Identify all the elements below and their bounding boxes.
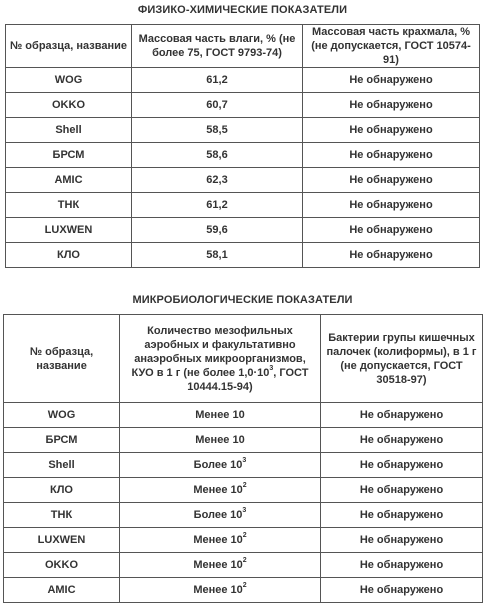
sample-name-cell: БРСМ xyxy=(4,428,120,453)
moisture-cell: 58,5 xyxy=(132,118,303,143)
starch-cell: Не обнаружено xyxy=(303,193,480,218)
coliform-cell: Не обнаружено xyxy=(321,578,483,603)
table-row xyxy=(6,68,480,93)
microbe-count-exponent: 2 xyxy=(242,557,247,565)
header-kmafanm xyxy=(120,315,321,403)
starch-cell: Не обнаружено xyxy=(303,93,480,118)
header-moisture: Массовая часть влаги, % (не более 75, ГОСТ 9793-74) xyxy=(132,25,303,68)
starch-cell: Не обнаружено xyxy=(303,168,480,193)
microbe-count-cell xyxy=(120,503,321,528)
microbe-count-exponent: 3 xyxy=(242,507,247,515)
sample-name-cell: БРСМ xyxy=(6,143,132,168)
sample-name-cell: ТНК xyxy=(6,193,132,218)
moisture-cell: 58,1 xyxy=(132,243,303,268)
starch-cell: Не обнаружено xyxy=(303,243,480,268)
header-coliform: Бактерии групы кишечных палочек (колиформы), в 1 г (не допускается, ГОСТ 30518-97) xyxy=(321,315,483,403)
micro-table xyxy=(3,314,483,603)
sample-name-cell: КЛО xyxy=(6,243,132,268)
microbe-count-exponent: 3 xyxy=(242,457,247,465)
microbe-count-cell xyxy=(120,478,321,503)
microbe-count-cell xyxy=(120,553,321,578)
moisture-cell: 58,6 xyxy=(132,143,303,168)
coliform-cell: Не обнаружено xyxy=(321,503,483,528)
starch-cell: Не обнаружено xyxy=(303,68,480,93)
sample-name-cell: OKKO xyxy=(6,93,132,118)
microbe-count-exponent: 2 xyxy=(242,582,247,590)
sample-name-cell: WOG xyxy=(6,68,132,93)
microbe-count-text: Менее 10 xyxy=(193,484,243,496)
moisture-cell: 59,6 xyxy=(132,218,303,243)
coliform-cell: Не обнаружено xyxy=(321,528,483,553)
table-row xyxy=(4,453,483,478)
microbe-count-cell xyxy=(120,428,321,453)
table-row xyxy=(6,93,480,118)
microbe-count-text: Менее 10 xyxy=(193,584,243,596)
table-row xyxy=(6,243,480,268)
table-row xyxy=(6,118,480,143)
sample-name-cell: OKKO xyxy=(4,553,120,578)
table-row xyxy=(4,428,483,453)
micro-header-row xyxy=(4,315,483,403)
table-row xyxy=(4,528,483,553)
header-sample: № образца, название xyxy=(6,25,132,68)
sample-name-cell: Shell xyxy=(4,453,120,478)
microbe-count-cell xyxy=(120,453,321,478)
table-row xyxy=(4,403,483,428)
starch-cell: Не обнаружено xyxy=(303,118,480,143)
header-kmafanm-pre: Количество мезофильных аэробных и факультативно анаэробных микроорганизмов, КУО в 1 г (не более 1,0·10 xyxy=(131,324,306,379)
header-kmafanm-exp: 3 xyxy=(269,364,274,372)
physchem-header-row xyxy=(6,25,480,68)
sample-name-cell: WOG xyxy=(4,403,120,428)
microbe-count-exponent: 2 xyxy=(242,532,247,540)
coliform-cell: Не обнаружено xyxy=(321,553,483,578)
table-row xyxy=(4,478,483,503)
coliform-cell: Не обнаружено xyxy=(321,428,483,453)
table-row xyxy=(6,193,480,218)
micro-title: МИКРОБИОЛОГИЧЕСКИЕ ПОКАЗАТЕЛИ xyxy=(132,294,353,306)
table-row xyxy=(6,168,480,193)
physchem-title: ФИЗИКО-ХИМИЧЕСКИЕ ПОКАЗАТЕЛИ xyxy=(137,4,348,16)
microbe-count-cell xyxy=(120,528,321,553)
table-row xyxy=(6,143,480,168)
microbe-count-text: Менее 10 xyxy=(193,559,243,571)
microbe-count-text: Более 10 xyxy=(193,459,243,471)
microbe-count-cell xyxy=(120,403,321,428)
microbe-count-text: Менее 10 xyxy=(193,534,243,546)
starch-cell: Не обнаружено xyxy=(303,218,480,243)
coliform-cell: Не обнаружено xyxy=(321,478,483,503)
sample-name-cell: Shell xyxy=(6,118,132,143)
sample-name-cell: AMIC xyxy=(6,168,132,193)
sample-name-cell: КЛО xyxy=(4,478,120,503)
header-kmafanm-post: , ГОСТ 10444.15-94) xyxy=(187,366,309,393)
starch-cell: Не обнаружено xyxy=(303,143,480,168)
moisture-cell: 61,2 xyxy=(132,193,303,218)
physchem-table xyxy=(5,24,480,268)
coliform-cell: Не обнаружено xyxy=(321,453,483,478)
moisture-cell: 60,7 xyxy=(132,93,303,118)
table-row xyxy=(4,553,483,578)
header-starch: Массовая часть крахмала, % (не допускается, ГОСТ 10574-91) xyxy=(303,25,480,68)
table-row xyxy=(6,218,480,243)
microbe-count-exponent: 2 xyxy=(242,482,247,490)
microbe-count-text: Менее 10 xyxy=(195,409,245,421)
microbe-count-cell xyxy=(120,578,321,603)
sample-name-cell: ТНК xyxy=(4,503,120,528)
moisture-cell: 61,2 xyxy=(132,68,303,93)
header-sample: № образца, название xyxy=(4,315,120,403)
microbe-count-text: Менее 10 xyxy=(195,434,245,446)
table-row xyxy=(4,503,483,528)
microbe-count-text: Более 10 xyxy=(193,509,243,521)
sample-name-cell: AMIC xyxy=(4,578,120,603)
sample-name-cell: LUXWEN xyxy=(6,218,132,243)
moisture-cell: 62,3 xyxy=(132,168,303,193)
coliform-cell: Не обнаружено xyxy=(321,403,483,428)
sample-name-cell: LUXWEN xyxy=(4,528,120,553)
table-row xyxy=(4,578,483,603)
